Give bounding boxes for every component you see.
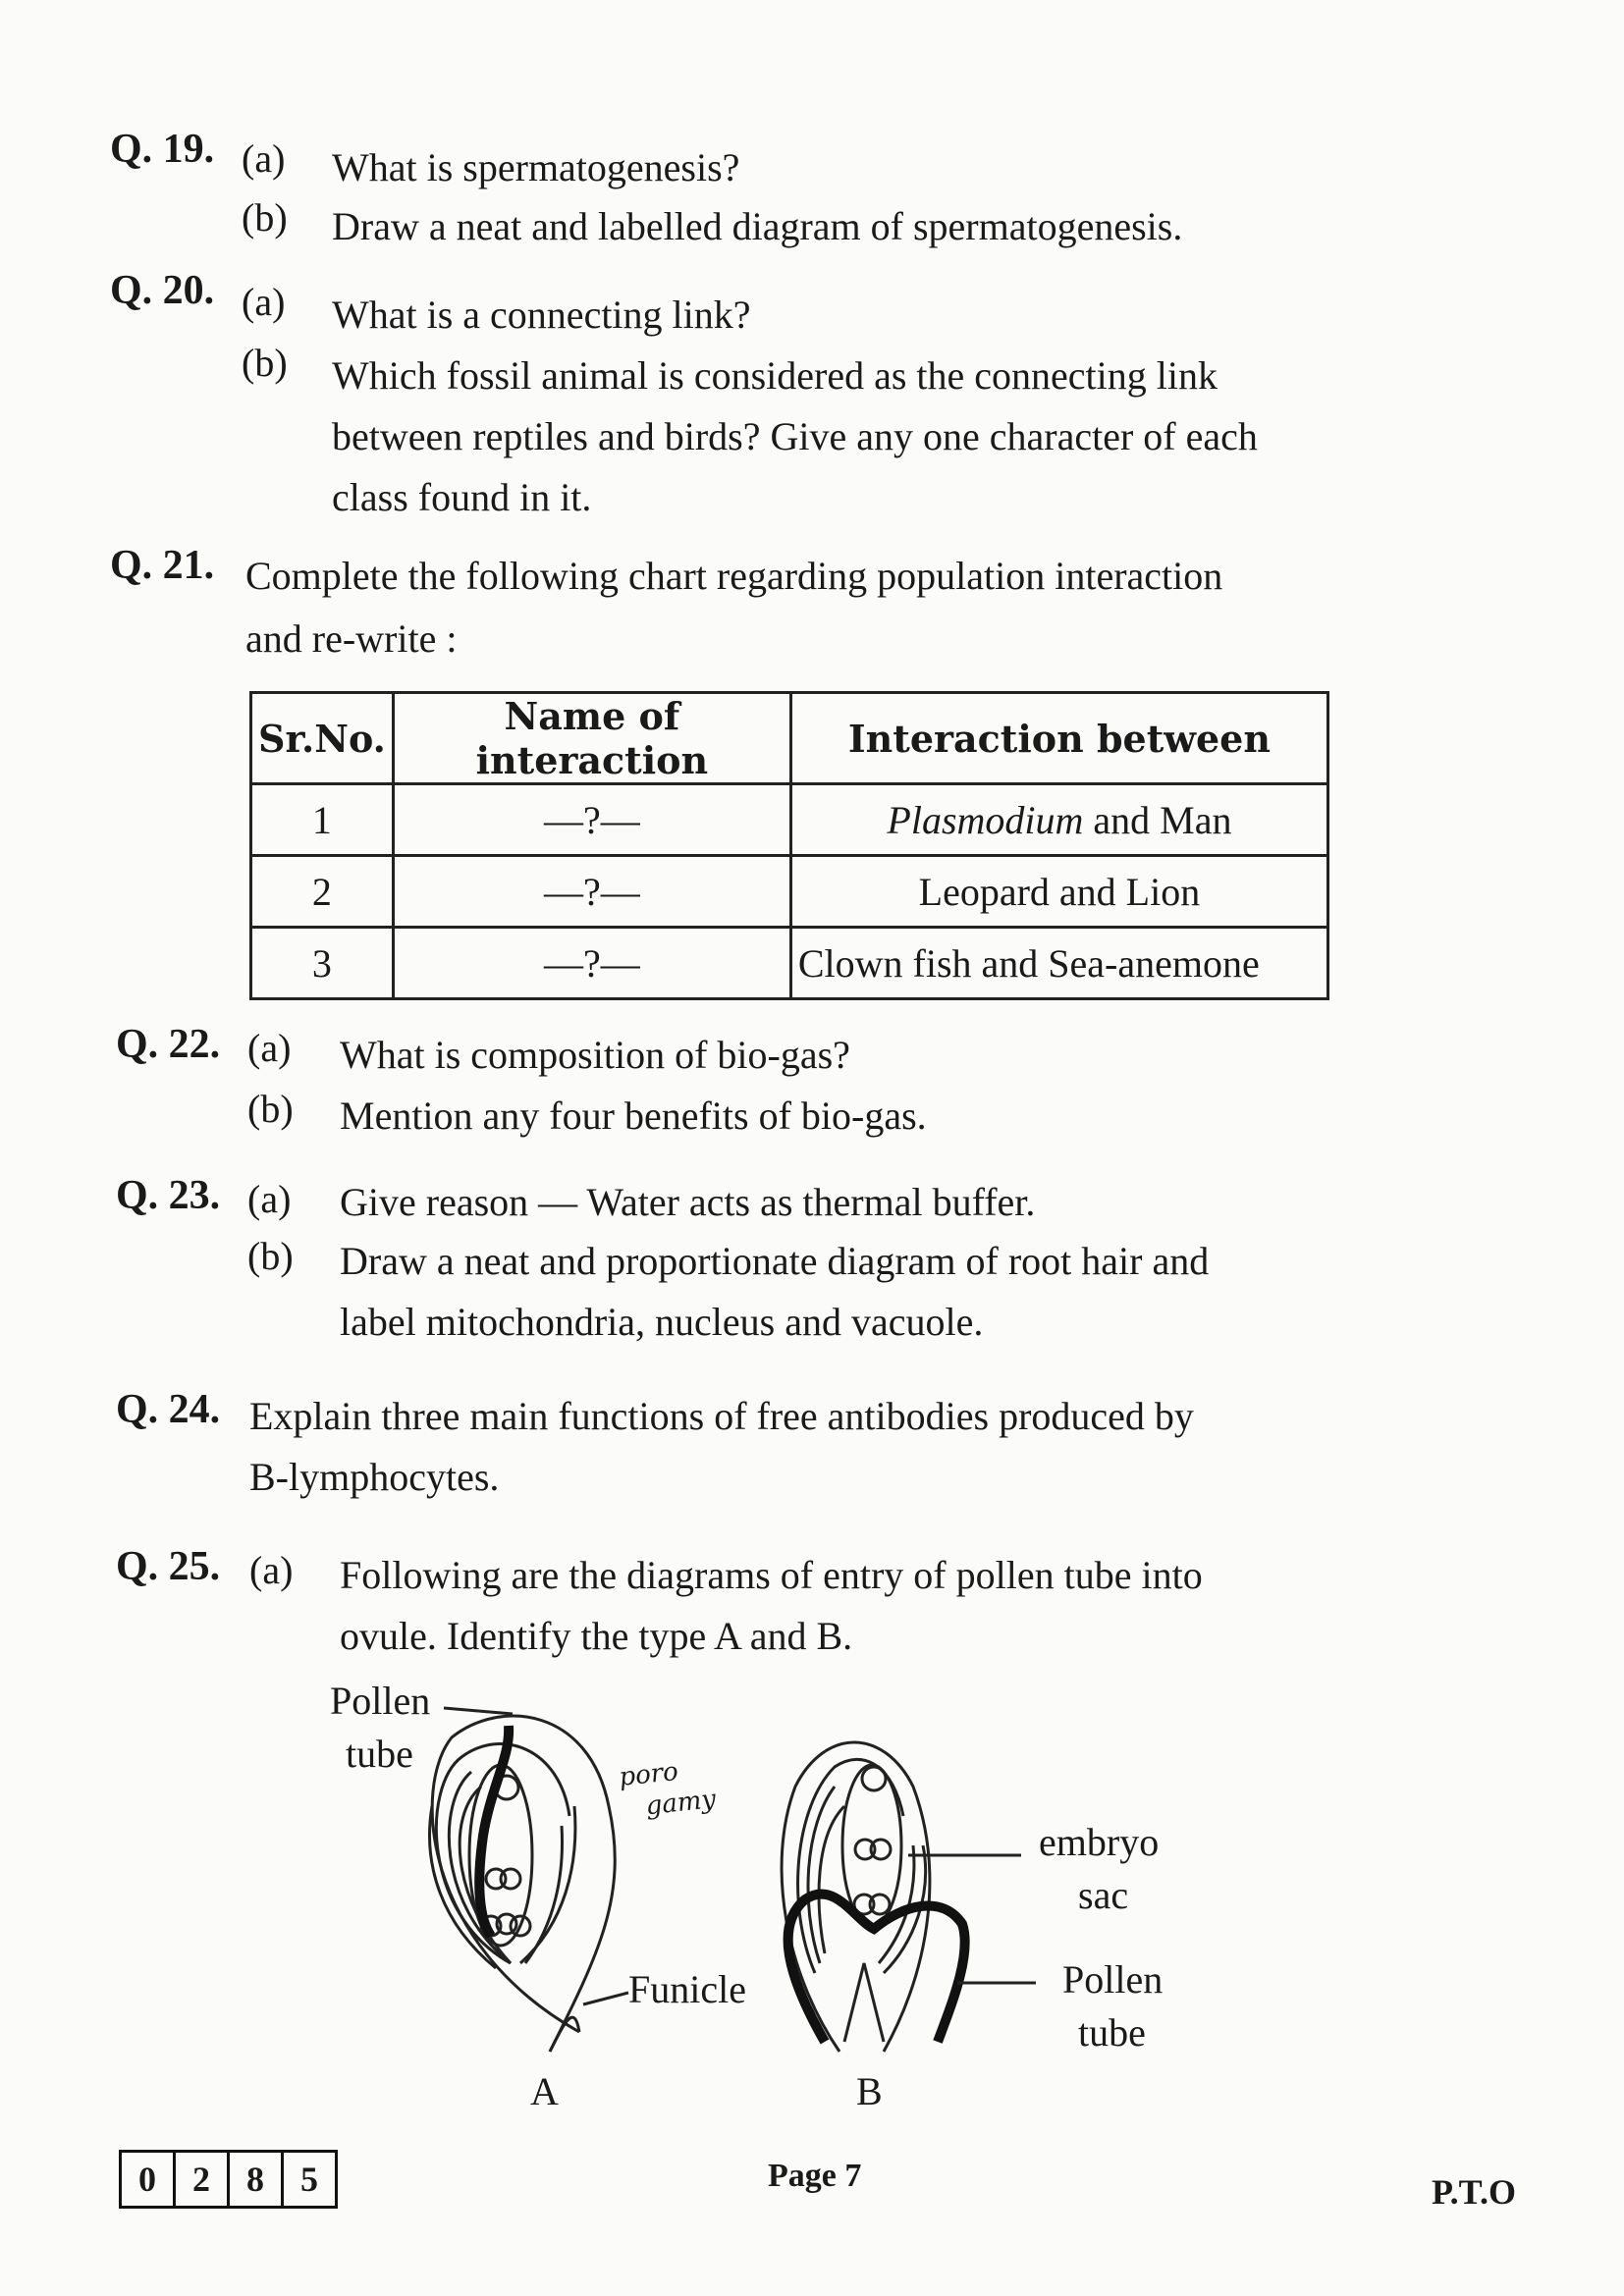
question-number: Q. 21. <box>110 543 215 588</box>
table-header-row <box>251 693 1328 784</box>
ovule-a-icon <box>430 1716 616 2052</box>
question-text: What is a connecting link? <box>332 293 751 337</box>
table-cell: —?— <box>393 928 790 999</box>
part-label: (b) <box>242 341 288 385</box>
table-header: Name of interaction <box>393 693 790 784</box>
label-pollen: Pollen <box>330 1679 431 1723</box>
part-label: (b) <box>242 195 288 240</box>
organism-name: Plasmodium <box>887 797 1084 842</box>
question-text: Which fossil animal is considered as the connecting link <box>332 353 1218 398</box>
label-type-a: A <box>530 2069 559 2113</box>
table-cell <box>790 856 1327 928</box>
question-number: Q. 24. <box>116 1387 221 1432</box>
question-text: Following are the diagrams of entry of pollen tube into <box>340 1553 1203 1597</box>
question-text: What is spermatogenesis? <box>332 145 740 189</box>
table-row <box>251 928 1328 999</box>
interaction-table <box>249 691 1329 1000</box>
cell-text: Clown fish and Sea-anemone <box>797 940 1260 986</box>
question-text: Complete the following chart regarding population interaction <box>245 554 1223 598</box>
question-text: Draw a neat and labelled diagram of spermatogenesis. <box>332 204 1183 248</box>
question-number: Q. 22. <box>116 1022 221 1067</box>
label-embryo: embryo <box>1039 1820 1160 1864</box>
table-cell: 2 <box>251 856 394 928</box>
pto-label: P.T.O <box>1432 2172 1517 2212</box>
handwritten-line: poro <box>618 1756 680 1792</box>
table-header: Interaction between <box>790 693 1327 784</box>
paper-code <box>122 2150 338 2209</box>
table-cell <box>790 784 1327 856</box>
table-cell: 3 <box>251 928 394 999</box>
question-text: ovule. Identify the type A and B. <box>340 1614 853 1658</box>
part-label: (a) <box>247 1177 292 1221</box>
table-cell: —?— <box>393 856 790 928</box>
cell-text: Leopard and Lion <box>918 869 1201 914</box>
label-funicle: Funicle <box>628 1967 746 2011</box>
question-number: Q. 23. <box>116 1173 221 1218</box>
part-label: (a) <box>249 1548 294 1592</box>
code-digit: 5 <box>281 2150 338 2209</box>
question-text: between reptiles and birds? Give any one character of each <box>332 414 1258 458</box>
code-digit: 2 <box>173 2150 230 2209</box>
table-cell: —?— <box>393 784 790 856</box>
cell-text: and Man <box>1083 797 1232 842</box>
question-text: and re-write : <box>245 616 458 661</box>
question-number: Q. 25. <box>116 1544 221 1589</box>
table-header: Sr.No. <box>251 693 394 784</box>
part-label: (b) <box>247 1087 294 1131</box>
label-type-b: B <box>856 2069 883 2113</box>
handwritten-note <box>618 1752 718 1825</box>
part-label: (a) <box>242 280 286 324</box>
table-cell: 1 <box>251 784 394 856</box>
question-number: Q. 19. <box>110 127 215 172</box>
pointer-line-icon <box>444 1708 513 1714</box>
part-label: (a) <box>247 1026 292 1070</box>
label-tube: tube <box>346 1732 413 1776</box>
code-digit: 0 <box>119 2150 176 2209</box>
label-tube-b: tube <box>1078 2010 1146 2055</box>
label-pollen-b: Pollen <box>1062 1957 1164 2002</box>
pollen-tube-a-icon <box>479 1726 509 1936</box>
question-text: Draw a neat and proportionate diagram of root hair and <box>340 1239 1210 1283</box>
question-text: Explain three main functions of free antibodies produced by <box>249 1394 1194 1438</box>
question-text: B-lymphocytes. <box>249 1455 500 1499</box>
page-number: Page 7 <box>768 2158 862 2194</box>
pollen-tube-b-icon <box>788 1894 965 2042</box>
question-text: Give reason — Water acts as thermal buffer. <box>340 1180 1036 1224</box>
question-text: label mitochondria, nucleus and vacuole. <box>340 1300 984 1344</box>
ovule-b-icon <box>782 1742 930 2052</box>
table-cell <box>790 928 1327 999</box>
question-text: Mention any four benefits of bio-gas. <box>340 1094 927 1138</box>
part-label: (b) <box>247 1234 294 1278</box>
table-row <box>251 856 1328 928</box>
part-label: (a) <box>242 136 286 181</box>
pointer-line-icon <box>583 1993 628 2004</box>
handwritten-line: gamy <box>644 1785 718 1822</box>
table-row <box>251 784 1328 856</box>
code-digit: 8 <box>227 2150 284 2209</box>
question-text: class found in it. <box>332 475 592 519</box>
question-text: What is composition of bio-gas? <box>340 1033 850 1077</box>
label-sac: sac <box>1078 1873 1129 1917</box>
question-number: Q. 20. <box>110 268 215 313</box>
